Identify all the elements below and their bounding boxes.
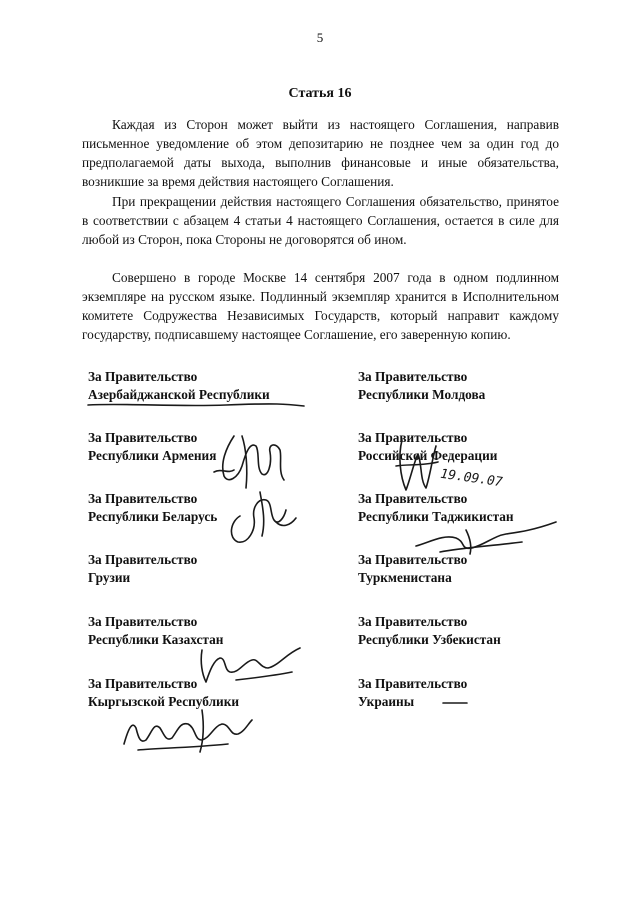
signatory-kazakhstan xyxy=(88,613,223,649)
handwritten-date: 19.09.07 xyxy=(439,466,504,491)
signatory-uzbekistan xyxy=(358,613,501,649)
signatory-label: За Правительство xyxy=(88,676,198,691)
article-paragraph-1: Каждая из Сторон может выйти из настоящего Соглашения, направив письменное уведомление об этом депозитарию не позднее чем за один год до предполагаемой даты выхода, выполнив финансовые и иные обязательства, возникшие за время действия настоящего Соглашения. xyxy=(82,117,559,189)
signatory-country: Украины xyxy=(358,694,415,709)
signatory-ukraine xyxy=(358,675,467,711)
signatory-label: За Правительство xyxy=(88,614,198,629)
signatory-country: Российской Федерации xyxy=(358,448,498,463)
signatory-country: Республики Казахстан xyxy=(88,632,224,647)
signatory-country: Кыргызской Республики xyxy=(88,694,240,709)
signatory-country: Туркменистана xyxy=(358,570,452,585)
signatory-armenia xyxy=(88,429,216,465)
signatory-country: Республики Молдова xyxy=(358,387,486,402)
signatory-azerbaijan xyxy=(88,368,270,404)
page-number: 5 xyxy=(316,30,324,45)
signatory-country: Республики Беларусь xyxy=(88,509,218,524)
signatory-tajikistan xyxy=(358,490,514,526)
signature-armenia xyxy=(212,428,292,498)
signatory-country: Республики Армения xyxy=(88,448,217,463)
signatory-kyrgyzstan xyxy=(88,675,239,711)
signatory-country: Республики Узбекистан xyxy=(358,632,501,647)
signatory-moldova xyxy=(358,368,485,404)
signatory-country: Азербайджанской Республики xyxy=(88,387,270,402)
signatory-label: За Правительство xyxy=(88,491,198,506)
signatory-country: Грузии xyxy=(88,570,131,585)
signature-belarus xyxy=(226,486,301,548)
article-title: Статья 16 xyxy=(288,86,352,101)
article-paragraph-2: При прекращении действия настоящего Соглашения обязательство, принятое в соответствии с абзацем 4 статьи 4 настоящего Соглашения, остается в силе для любой из Сторон, пока Стороны не договорятся об ином. xyxy=(82,194,559,247)
signatory-country: Республики Таджикистан xyxy=(358,509,514,524)
signatory-label: За Правительство xyxy=(88,552,198,567)
signatory-turkmenistan xyxy=(358,551,467,587)
signatory-label: За Правительство xyxy=(358,552,468,567)
signatory-label: За Правительство xyxy=(358,491,468,506)
signatory-label: За Правительство xyxy=(358,430,468,445)
signatory-label: За Правительство xyxy=(358,676,468,691)
signatory-georgia xyxy=(88,551,197,587)
signatory-label: За Правительство xyxy=(358,369,468,384)
signatory-russia xyxy=(358,429,497,465)
signatory-label: За Правительство xyxy=(358,614,468,629)
signatory-label: За Правительство xyxy=(88,369,198,384)
closing-paragraph: Совершено в городе Москве 14 сентября 2007 года в одном подлинном экземпляре на русском языке. Подлинный экземпляр хранится в Исполнительном комитете Содружества Независимых Государств, который направит каждому государству, подписавшему настоящее Соглашение, его заверенную копию. xyxy=(82,270,559,342)
signatory-belarus xyxy=(88,490,217,526)
signatory-label: За Правительство xyxy=(88,430,198,445)
